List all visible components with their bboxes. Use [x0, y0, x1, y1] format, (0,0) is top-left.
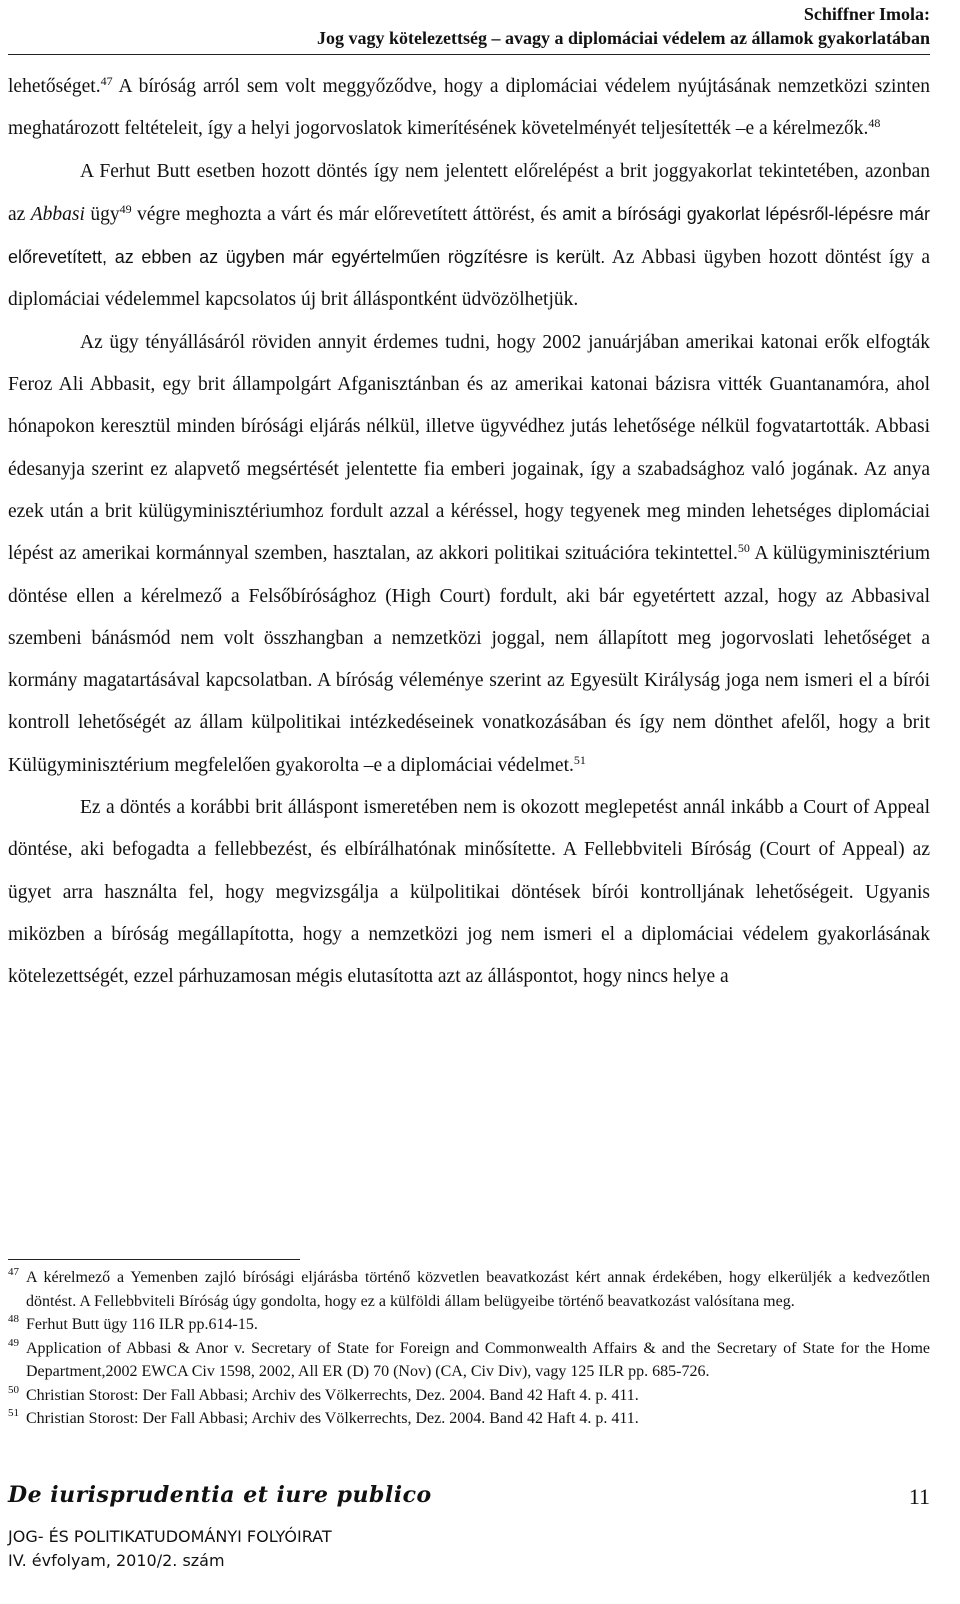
footnote-text: Christian Storost: Der Fall Abbasi; Archiv des Völkerrechts, Dez. 2004. Band 42 Haft 4. p. 411.: [26, 1386, 639, 1404]
running-header: [317, 2, 930, 50]
footnote-48: [8, 1313, 930, 1337]
footnote-text: Application of Abbasi & Anor v. Secretary of State for Foreign and Commonwealth Affairs & and the Secretary of State for the Home Department,2002 EWCA Civ 1598, 2002, All ER (D) 70 (Nov) (CA, Civ Div), vagy 125 ILR pp. 685-726.: [26, 1339, 930, 1380]
footnote-number: 48: [8, 1313, 19, 1325]
main-text: [8, 66, 930, 999]
journal-subtitle: JOG- ÉS POLITIKATUDOMÁNYI FOLYÓIRAT: [8, 1527, 332, 1546]
footnote-text: Christian Storost: Der Fall Abbasi; Archiv des Völkerrechts, Dez. 2004. Band 42 Haft 4. p. 411.: [26, 1410, 639, 1427]
header-title: Jog vagy kötelezettség – avagy a diplomáciai védelem az államok gyakorlatában: [317, 28, 930, 48]
text-run: végre meghozta a várt és már előrevetített áttörést, és: [131, 203, 563, 225]
text-run: Az ügy tényállásáról röviden annyit érdemes tudni, hogy 2002 januárjában amerikai katonai erők elfogták Feroz Ali Abbasit, egy brit állampolgárt Afganisztánban és az amerikai katonai bázisra vitték Guantanamóra, ahol hónapokon keresztül minden bírósági eljárás nélkül, illetve ügyvédhez jutás lehetősége nélkül fogvatartották. Abbasi édesanyja szerint ez alapvető megsértését jelentette fia emberi jogainak, így a szabadsághoz való jogának. Az anya ezek után a brit külügyminisztériumhoz fordult azzal a kéréssel, hogy tegyenek meg minden lehetséges diplomáciai lépést az amerikai kormánnyal szemben, hasztalan, az akkori politikai szituációra tekintettel.: [8, 331, 930, 565]
text-run-sans: amit a bírósági gyakorlat lépésről-lépésre már előrevetített, az ebben az ügyben már egyértelműen rögzítésre is került.: [8, 203, 930, 268]
paragraph-2: [8, 151, 930, 322]
footnote-47: [8, 1266, 930, 1313]
journal-volume: IV. évfolyam, 2010/2. szám: [8, 1551, 225, 1570]
case-name-italic: Abbasi: [30, 203, 85, 225]
footnote-number: 47: [8, 1266, 19, 1278]
footnote-49: [8, 1337, 930, 1384]
paragraph-3: [8, 322, 930, 787]
paragraph-1: [8, 66, 930, 151]
footnotes: [8, 1266, 930, 1431]
footnote-number: 51: [8, 1407, 19, 1419]
footnote-51: [8, 1407, 930, 1431]
footnote-text: Ferhut Butt ügy 116 ILR pp.614-15.: [26, 1316, 258, 1333]
text-run: ügy: [84, 203, 120, 225]
footnote-ref-49: 49: [119, 201, 132, 216]
footnote-number: 49: [8, 1336, 19, 1349]
footnote-ref-47: 47: [100, 74, 113, 88]
header-divider: [8, 54, 930, 55]
footnote-50: [8, 1384, 930, 1408]
footnote-separator: [8, 1259, 300, 1260]
text-run: A külügyminisztérium döntése ellen a kérelmező a Felsőbírósághoz (High Court) fordult, aki bár egyetértett azzal, hogy az Abbasival szembeni bánásmód nem volt összhangban a nemzetközi joggal, nem állapított meg jogorvoslati lehetőséget a kormány magatartásával kapcsolatban. A bíróság véleménye szerint az Egyesült Királyság joga nem ismeri el a bírói kontroll lehetőségét az állam külpolitikai intézkedéseinek vonatkozásában és így nem dönthet afelől, hogy a brit Külügyminisztérium megfelelően gyakorolta –e a diplomáciai védelmet.: [8, 543, 930, 776]
page-number: 11: [908, 1484, 930, 1509]
text-run: A bíróság arról sem volt meggyőződve, hogy a diplomáciai védelem nyújtásának nemzetközi szinten meghatározott feltételeit, így a helyi jogorvoslatok kimerítésének követelményét teljesítették –e a kérelmezők.: [8, 76, 930, 140]
footnote-ref-51: 51: [573, 752, 586, 767]
footnote-ref-48: 48: [868, 116, 881, 131]
text-run: lehetőséget.: [8, 76, 101, 97]
header-author: Schiffner Imola:: [803, 4, 930, 24]
footnote-ref-50: 50: [737, 541, 750, 556]
paragraph-4: [8, 787, 930, 998]
text-run: Ez a döntés a korábbi brit álláspont ismeretében nem is okozott meglepetést annál inkább a Court of Appeal döntése, aki befogadta a fellebbezést, és elbírálhatónak minősítette. A Fellebbviteli Bíróság (Court of Appeal) az ügyet arra használta fel, hogy megvizsgálja a külpolitikai döntések bírói kontrolljának lehetőségeit. Ugyanis miközben a bíróság megállapította, hogy a nemzetközi jog nem ismeri el a diplomáciai védelem gyakorlásának kötelezettségét, ezzel párhuzamosan mégis elutasította azt az álláspontot, hogy nincs helye a: [8, 797, 930, 988]
footnote-number: 50: [8, 1383, 19, 1396]
journal-title: De iurisprudentia et iure publico: [8, 1482, 432, 1508]
text-run: A Ferhut Butt esetben hozott döntés így nem jelentett előrelépést a brit joggyakorlat tekintetében, azonban az: [8, 160, 930, 225]
footnote-text: A kérelmező a Yemenben zajló bírósági eljárásba történő közvetlen beavatkozást kért annak érdekében, hogy elkerüljék a kedvezőtlen döntést. A Fellebbviteli Bíróság úgy gondolta, hogy ez a külföldi állam belügyeibe történő beavatkozást valósítana meg.: [26, 1269, 930, 1310]
text-run: Az Abbasi ügyben hozott döntést így a diplomáciai védelemmel kapcsolatos új brit álláspontként üdvözölhetjük.: [8, 247, 930, 311]
